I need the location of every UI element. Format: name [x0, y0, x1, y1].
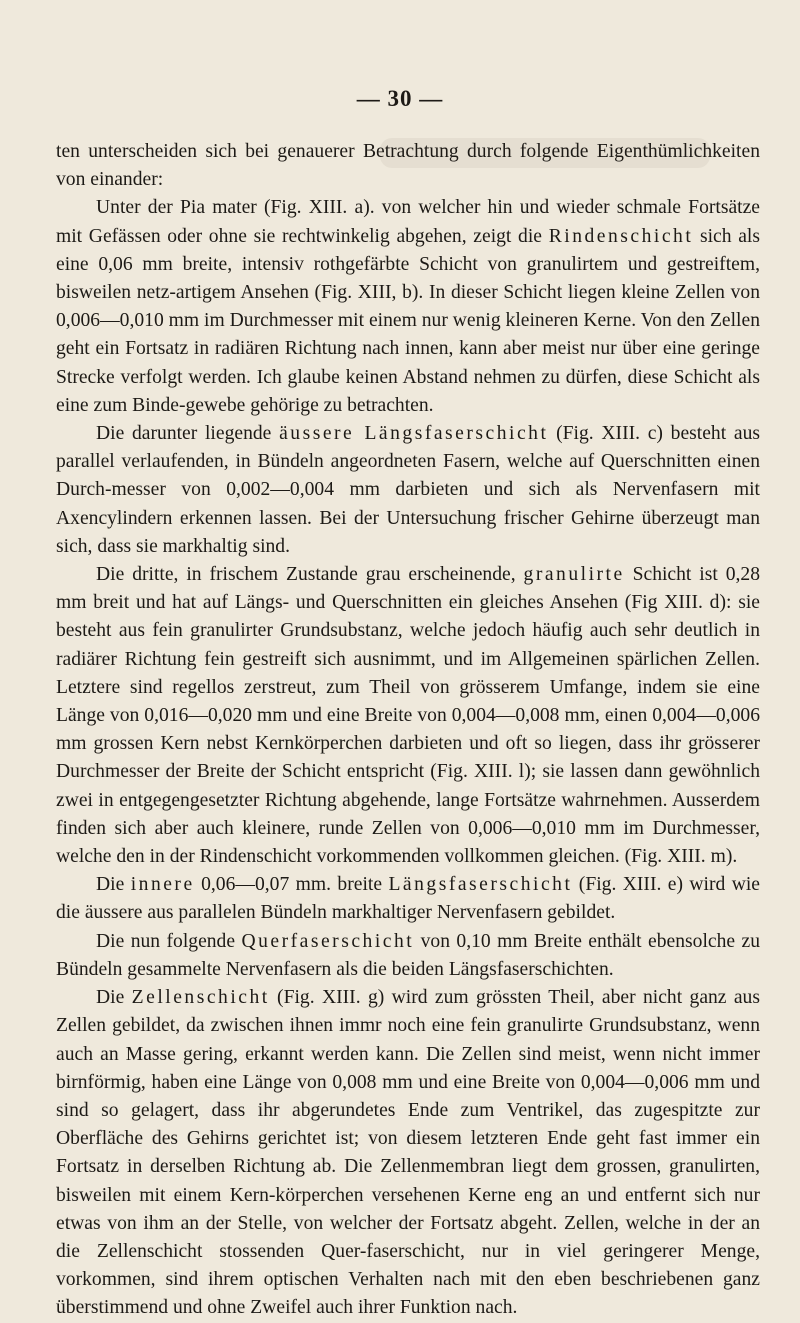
spaced-term: granulirte	[523, 564, 625, 586]
text-run: Die	[96, 874, 131, 896]
text-run: Schicht ist 0,28 mm breit und hat auf Längs- und Querschnitten ein gleiches Ansehen (Fig XIII. d): sie besteht aus fein granulirter Grundsubstanz, welche jedoch häufig auch sehr deutlich in radiärer Richtung fein gestreift sich ausnimmt, und im Allgemeinen spärlichen Zellen. Letztere sind regellos zerstreut, zum Theil von grösserem Umfange, indem sie eine Länge von 0,016—0,020 mm und eine Breite von 0,004—0,008 mm, einen 0,004—0,006 mm grossen Kern nebst Kernkörperchen darbieten und oft so liegen, dass ihr grösserer Durchmesser der Breite der Schicht entspricht (Fig. XIII. l); sie lassen dann gewöhnlich zwei in entgegengesetzter Richtung abgehende, lange Fortsätze wahrnehmen. Ausserdem finden sich aber auch kleinere, runde Zellen von 0,006—0,010 mm im Durchmesser, welche den in der Rindenschicht vorkommenden vollkommen gleichen. (Fig. XIII. m).	[56, 564, 760, 868]
text-run: (Fig. XIII. e) wird wie die äussere aus parallelen Bündeln markhaltiger Nervenfasern gebildet.	[56, 874, 761, 924]
text-run: (Fig. XIII. g) wird zum grössten Theil, aber nicht ganz aus Zellen gebildet, da zwischen ihnen immr noch eine fein granulirte Grundsubstanz, wenn auch an Masse gering, erkannt werden kann. Die Zellen sind meist, wenn nicht immer birnförmig, haben eine Länge von 0,008 mm und eine Breite von 0,004—0,006 mm und sind so gelagert, dass ihr abgerundetes Ende zum Ventrikel, das zugespitzte zur Oberfläche des Gehirns gerichtet ist; von diesem letzteren Ende geht fast immer ein Fortsatz in derselben Richtung ab. Die Zellenmembran liegt dem grossen, granulirten, bisweilen mit einem Kern-körperchen versehenen Kerne eng an und entfernt sich nur etwas von ihm an der Stelle, von welcher der Fortsatz abgeht. Zellen, welche in der an die Zellenschicht stossenden Quer-faserschicht, nur in viel geringerer Menge, vorkommen, sind ihrem optischen Verhalten nach mit den eben beschriebenen ganz überstimmend und ohne Zweifel auch ihrer Funktion nach.	[56, 987, 760, 1319]
text-run: (Fig. XIII. c) besteht aus parallel verlaufenden, in Bündeln angeordneten Fasern, welche auf Querschnitten einen Durch-messer von 0,002—0,004 mm darbieten und sich als Nervenfasern mit Axencylindern erkennen lassen. Bei der Untersuchung frischer Gehirne überzeugt man sich, dass sie markhaltig sind.	[56, 423, 760, 557]
text-run: ten unterscheiden sich bei genauerer Betrachtung durch folgende Eigenthümlichkeiten von einander:	[56, 141, 760, 191]
text-run: Die	[96, 987, 132, 1009]
spaced-term: Zellenschicht	[131, 987, 270, 1009]
text-run: 0,06—0,07 mm. breite	[194, 874, 389, 896]
spaced-term: Längsfaserschicht	[388, 874, 573, 896]
text-run: sich als eine 0,06 mm breite, intensiv rothgefärbte Schicht von granulirtem und gestreiftem, bisweilen netz-artigem Ansehen (Fig. XIII, b). In dieser Schicht liegen kleine Zellen von 0,006—0,010 mm im Durchmesser mit einem nur wenig kleineren Kerne. Von den Zellen geht ein Fortsatz in radiären Richtung nach innen, kann aber meist nur über eine geringe Strecke verfolgt werden. Ich glaube keinen Abstand nehmen zu dürfen, diese Schicht als eine zum Binde-gewebe gehörige zu betrachten.	[56, 225, 760, 416]
spaced-term: Querfaserschicht	[241, 930, 415, 952]
text-run: von 0,10 mm Breite enthält ebensolche zu Bündeln gesammelte Nervenfasern als die beiden Längsfaserschichten.	[56, 930, 760, 980]
page-number: — 30 —	[356, 86, 444, 111]
text-run: Unter der Pia mater (Fig. XIII. a). von welcher hin und wieder schmale Fortsätze mit Gefässen oder ohne sie rechtwinkelig abgehen, zeigt die	[56, 197, 760, 247]
paragraph-p7	[56, 984, 760, 1322]
paragraph-p1	[56, 138, 760, 194]
spaced-term: äussere Längsfaserschicht	[279, 423, 549, 445]
paragraph-p4	[56, 561, 760, 871]
spaced-term: innere	[130, 874, 195, 896]
text-run: Die darunter liegende	[96, 423, 280, 445]
text-run: Die dritte, in frischem Zustande grau erscheinende,	[96, 564, 524, 586]
text-run: Die nun folgende	[96, 930, 242, 952]
spaced-term: Rindenschicht	[548, 225, 694, 247]
paragraph-p5	[56, 871, 760, 927]
paragraph-p2	[56, 194, 760, 420]
paragraph-p3	[56, 420, 760, 561]
body-text	[56, 138, 760, 1323]
paragraph-p6	[56, 928, 760, 984]
